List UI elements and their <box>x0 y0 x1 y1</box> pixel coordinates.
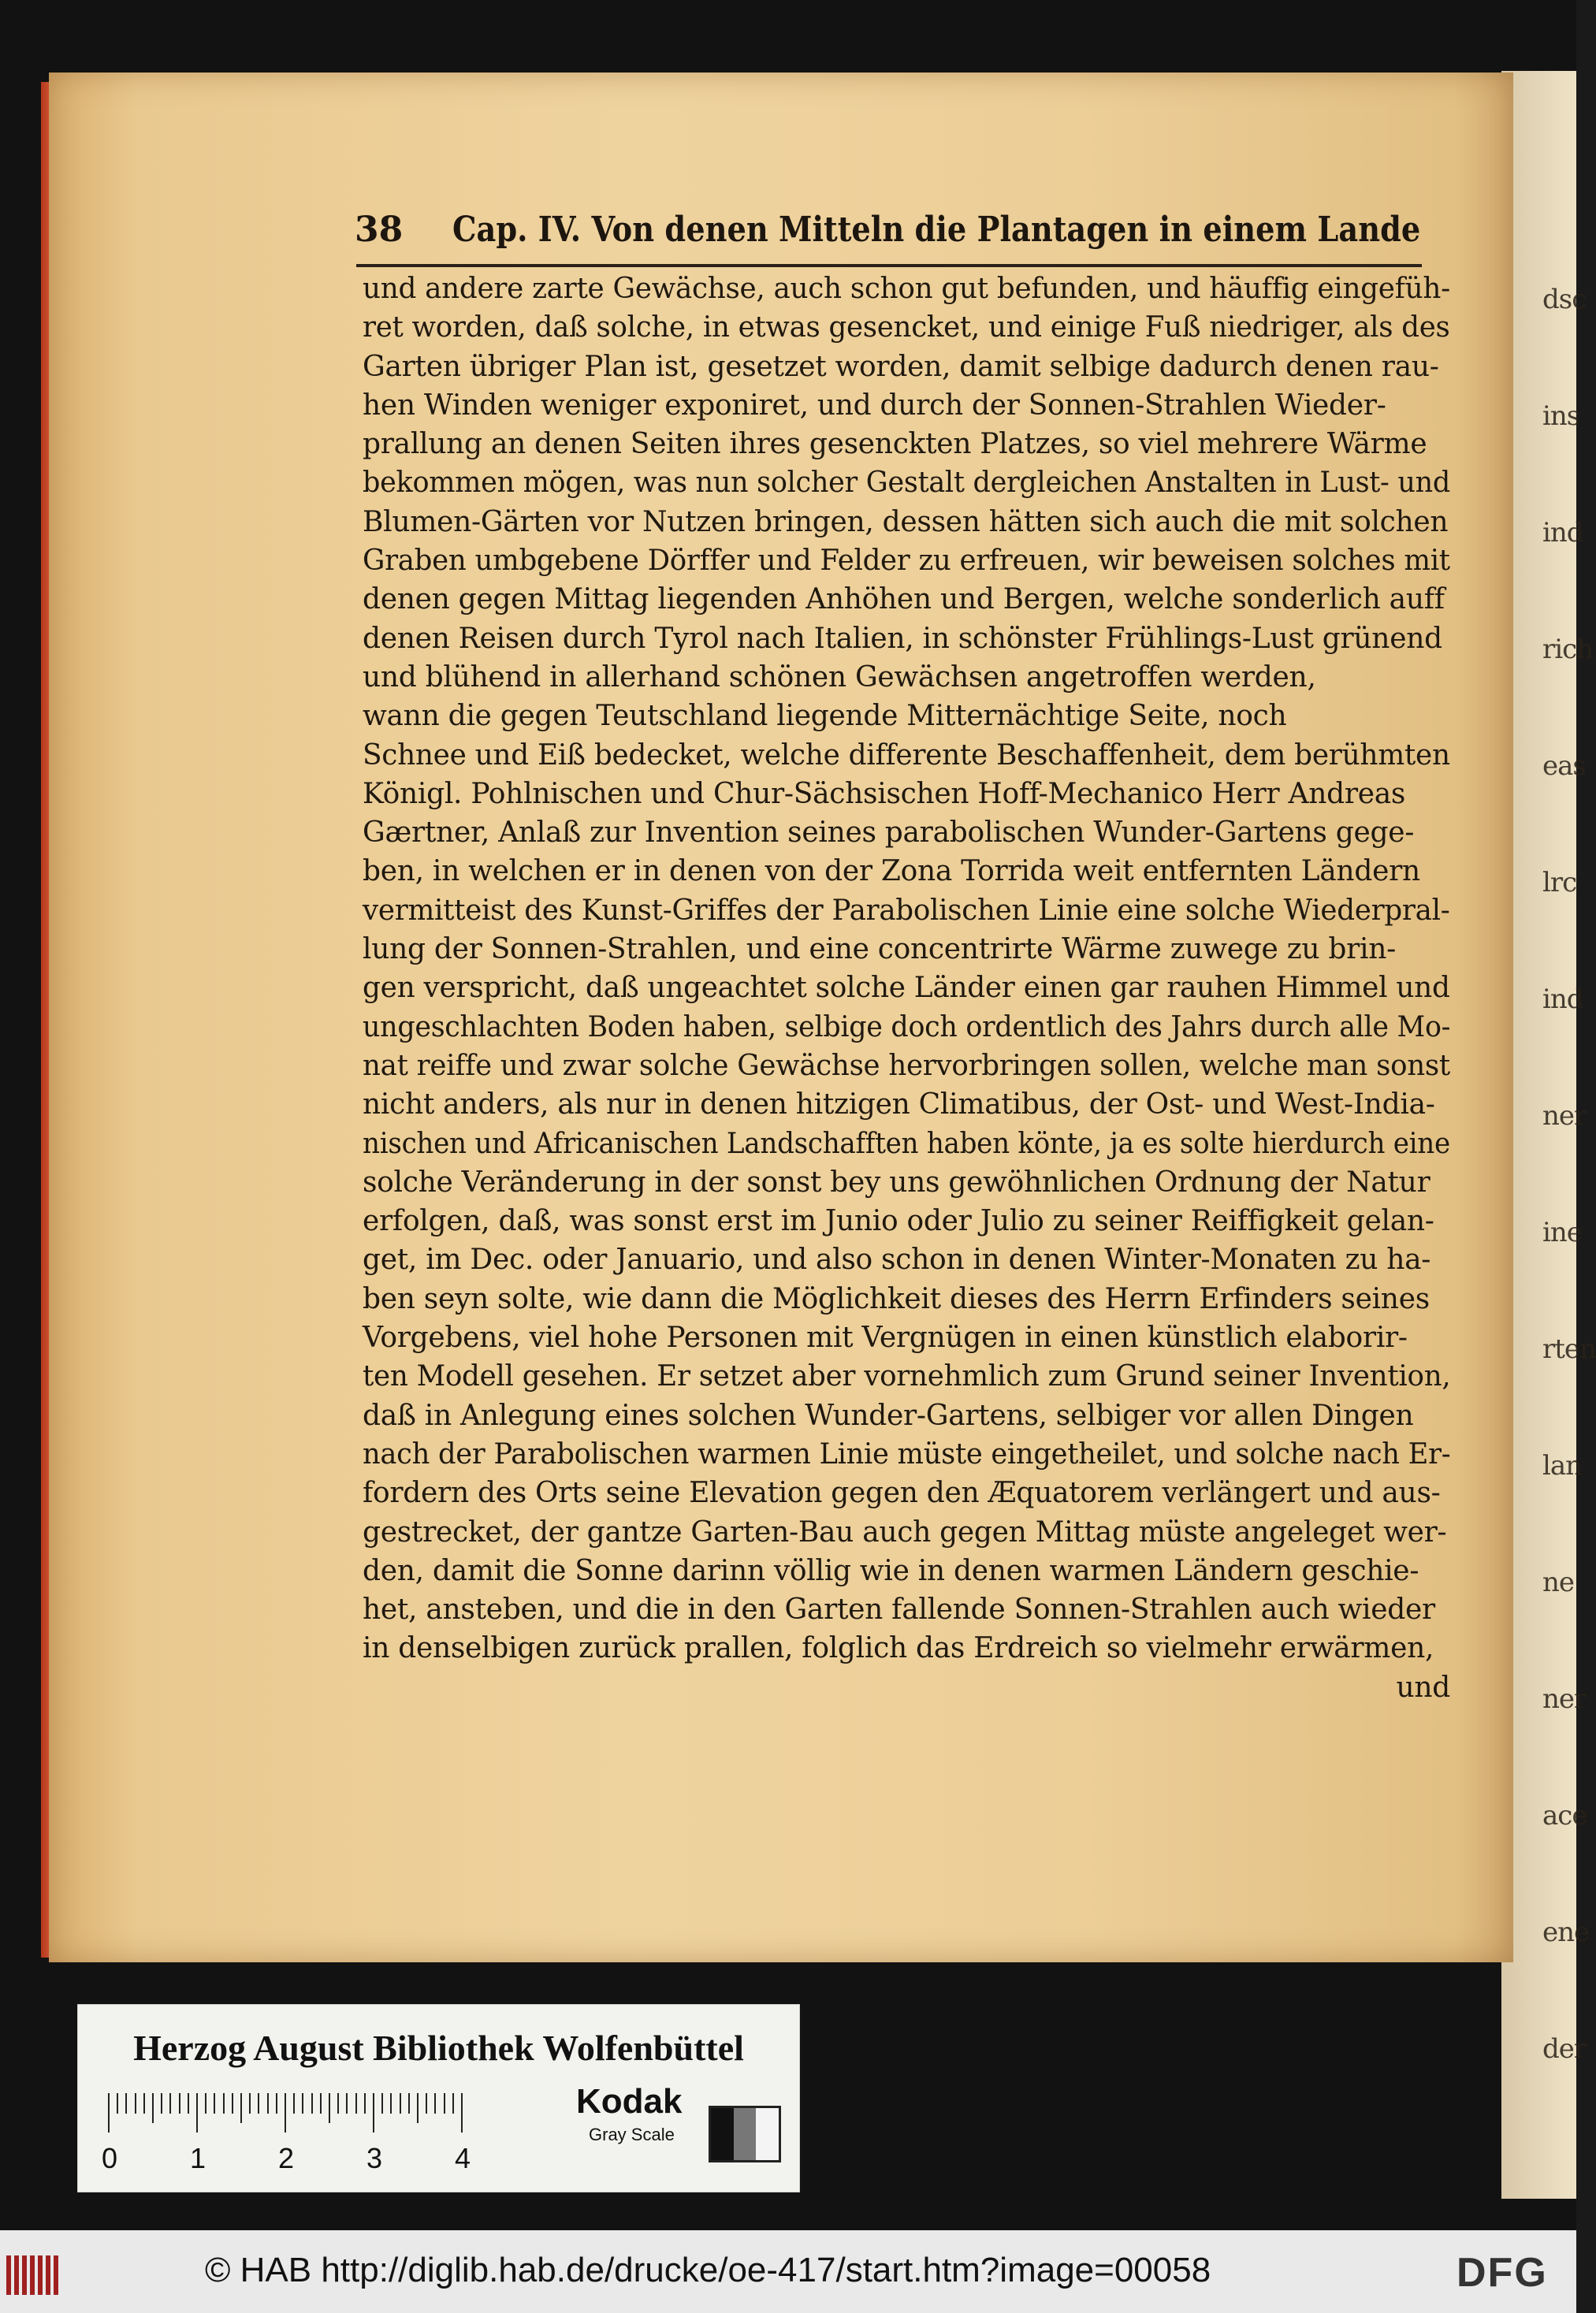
ruler-tick <box>161 2093 162 2114</box>
text-line: Vorgebens, viel hohe Personen mit Vergnügen in einen künstlich elaborir- <box>363 1322 1408 1355</box>
ruler-tick <box>355 2093 357 2114</box>
ruler-tick <box>143 2093 145 2114</box>
ruler-tick <box>346 2093 348 2114</box>
ruler-tick <box>373 2093 374 2133</box>
text-line: gen verspricht, daß ungeachtet solche Länder einen gar rauhen Himmel und <box>363 972 1450 1005</box>
facing-page-fragment: ner <box>1542 1100 1587 1132</box>
text-line: und andere zarte Gewächse, auch schon gut befunden, und häuffig eingefüh- <box>363 273 1450 305</box>
page-number: 38 <box>355 210 404 250</box>
ruler-tick <box>452 2093 454 2114</box>
ruler-tick <box>214 2093 215 2114</box>
text-line: Gærtner, Anlaß zur Invention seines parabolischen Wunder-Gartens gege- <box>363 816 1415 850</box>
ruler-scale <box>102 2093 549 2174</box>
text-line: in denselbigen zurück prallen, folglich das Erdreich so vielmehr erwärmen, <box>363 1632 1434 1665</box>
ruler-tick <box>267 2093 269 2114</box>
gray-patches <box>709 2106 781 2162</box>
facing-page-fragment: ne <box>1542 1567 1575 1598</box>
facing-page-fragment: lan <box>1542 1450 1583 1482</box>
page-header <box>355 210 1420 257</box>
text-line: daß in Anlegung eines solchen Wunder-Gartens, selbiger vor allen Dingen <box>363 1399 1414 1432</box>
ruler-tick <box>417 2093 419 2123</box>
facing-page-fragment: lrc <box>1542 867 1577 898</box>
ruler-tick <box>390 2093 392 2114</box>
ruler-tick <box>285 2093 286 2133</box>
ruler-tick <box>337 2093 339 2114</box>
facing-page-fragment: eas <box>1542 750 1586 782</box>
text-line: het, ansteben, und die in den Garten fallende Sonnen-Strahlen auch wieder <box>363 1593 1435 1627</box>
header-rule <box>356 264 1422 267</box>
ruler-tick <box>320 2093 322 2114</box>
text-line: ten Modell gesehen. Er setzet aber vornehmlich zum Grund seiner Invention, <box>363 1360 1451 1393</box>
body-text <box>363 270 1450 1707</box>
ruler-tick <box>258 2093 259 2114</box>
ruler-tick <box>135 2093 136 2114</box>
running-title: Cap. IV. Von denen Mitteln die Plantagen in einem Lande <box>452 210 1421 250</box>
facing-page-fragment: ene <box>1542 1917 1590 1948</box>
ruler-tick <box>400 2093 401 2114</box>
text-line: nicht anders, als nur in denen hitzigen Climatibus, der Ost- und West-India- <box>363 1088 1435 1121</box>
text-line: nat reiffe und zwar solche Gewächse hervorbringen sollen, welche man sonst <box>363 1049 1450 1082</box>
text-line: Garten übriger Plan ist, gesetzet worden, damit selbige dadurch denen rau- <box>363 350 1439 383</box>
institution-name: Herzog August Bibliothek Wolfenbüttel <box>133 2028 744 2068</box>
kodak-brand: Kodak <box>576 2082 683 2121</box>
ruler-number: 1 <box>190 2142 206 2174</box>
facing-page-fragment: ace <box>1542 1800 1587 1831</box>
footer-bar <box>0 2230 1576 2313</box>
ruler-tick <box>408 2093 410 2114</box>
ruler-number: 3 <box>366 2142 383 2174</box>
reference-card <box>77 2004 800 2192</box>
ruler-tick <box>196 2093 198 2133</box>
text-line: vermitteist des Kunst-Griffes der Parabolischen Linie eine solche Wiederpral- <box>363 894 1450 927</box>
grayscale-label: Gray Scale <box>589 2125 675 2144</box>
text-line: denen Reisen durch Tyrol nach Italien, in schönster Frühlings-Lust grünend <box>363 622 1442 655</box>
text-line: Schnee und Eiß bedecket, welche differente Beschaffenheit, dem berühmten <box>363 738 1450 772</box>
facing-page-fragment: rich <box>1542 634 1594 665</box>
dfg-logo: DFG <box>1456 2250 1548 2296</box>
text-line: prallung an denen Seiten ihres gesenckten Platzes, so viel mehrere Wärme <box>363 428 1427 461</box>
text-line: ungeschlachten Boden haben, selbige doch ordentlich des Jahrs durch alle Mo- <box>363 1010 1451 1043</box>
ruler-tick <box>329 2093 330 2123</box>
text-line: erfolgen, daß, was sonst erst im Junio oder Julio zu seiner Reiffigkeit gelan- <box>363 1205 1434 1238</box>
text-line: solche Veränderung in der sonst bey uns gewöhnlichen Ordnung der Natur <box>363 1166 1430 1199</box>
ruler-tick <box>311 2093 313 2114</box>
text-line: ret worden, daß solche, in etwas gesencket, und einige Fuß niedriger, als des <box>363 311 1450 344</box>
ruler-tick <box>364 2093 366 2114</box>
ruler-tick <box>240 2093 242 2123</box>
ruler-tick <box>276 2093 277 2114</box>
facing-page-fragment: ins <box>1542 400 1580 432</box>
text-line: nischen und Africanischen Landschafften haben könte, ja es solte hierdurch eine <box>363 1127 1450 1160</box>
facing-page-fragment: ner <box>1542 1683 1587 1715</box>
text-line: Graben umbgebene Dörffer und Felder zu erfreuen, wir beweisen solches mit <box>363 545 1450 578</box>
text-line: wann die gegen Teutschland liegende Mitternächtige Seite, noch <box>363 700 1287 733</box>
hab-logo-icon <box>6 2255 61 2295</box>
catchword: und <box>1396 1671 1450 1704</box>
ruler-tick <box>426 2093 427 2114</box>
facing-page-fragment: ine <box>1542 1217 1582 1248</box>
text-line: denen gegen Mittag liegenden Anhöhen und Bergen, welche sonderlich auff <box>363 583 1445 616</box>
ruler-number: 4 <box>455 2142 471 2174</box>
text-line: fordern des Orts seine Elevation gegen den Æquatorem verlängert und aus- <box>363 1477 1441 1510</box>
ruler-tick <box>381 2093 383 2114</box>
ruler-tick <box>293 2093 295 2114</box>
ruler-number: 0 <box>102 2142 118 2174</box>
text-line: hen Winden weniger exponiret, und durch der Sonnen-Strahlen Wieder- <box>363 389 1386 422</box>
facing-page-fragment: ind <box>1542 984 1583 1015</box>
ruler-tick <box>169 2093 171 2114</box>
text-line: und blühend in allerhand schönen Gewächsen angetroffen werden, <box>363 660 1316 694</box>
facing-page-fragment: rten <box>1542 1333 1596 1365</box>
ruler-tick <box>205 2093 206 2114</box>
ruler-tick <box>223 2093 225 2114</box>
facing-page-fragment: dsc <box>1542 284 1587 315</box>
ruler-tick <box>152 2093 154 2123</box>
text-line: den, damit die Sonne darinn völlig wie in denen warmen Ländern geschie- <box>363 1554 1419 1587</box>
text-line: Königl. Pohlnischen und Chur-Sächsischen Hoff-Mechanico Herr Andreas <box>363 777 1406 810</box>
ruler-tick <box>125 2093 127 2114</box>
ruler-tick <box>179 2093 180 2114</box>
ruler-tick <box>444 2093 445 2114</box>
text-line: bekommen mögen, was nun solcher Gestalt dergleichen Anstalten in Lust- und <box>363 467 1451 500</box>
text-line: gestrecket, der gantze Garten-Bau auch gegen Mittag müste angeleget wer- <box>363 1515 1447 1549</box>
text-line: get, im Dec. oder Januario, und also schon in denen Winter-Monaten zu ha- <box>363 1244 1431 1277</box>
facing-page-fragment: der <box>1542 2033 1587 2065</box>
ruler-tick <box>434 2093 436 2114</box>
ruler-tick <box>188 2093 189 2114</box>
ruler-tick <box>108 2093 110 2133</box>
text-line: nach der Parabolischen warmen Linie müste eingetheilet, und solche nach Er- <box>363 1437 1451 1471</box>
source-link[interactable]: © HAB http://diglib.hab.de/drucke/oe-417/start.htm?image=00058 <box>205 2251 1211 2289</box>
ruler-tick <box>249 2093 251 2114</box>
ruler-tick <box>232 2093 233 2114</box>
ruler-tick <box>461 2093 463 2133</box>
ruler-tick <box>117 2093 118 2114</box>
ruler-tick <box>302 2093 303 2114</box>
ruler-number: 2 <box>278 2142 295 2174</box>
text-line: ben seyn solte, wie dann die Möglichkeit dieses des Herrn Erfinders seines <box>363 1282 1430 1315</box>
facing-page-fragment: ind <box>1542 517 1583 549</box>
text-line: Blumen-Gärten vor Nutzen bringen, dessen hätten sich auch die mit solchen <box>363 505 1449 538</box>
text-line: ben, in welchen er in denen von der Zona Torrida weit entfernten Ländern <box>363 855 1420 888</box>
text-line: lung der Sonnen-Strahlen, und eine concentrirte Wärme zuwege zu brin- <box>363 933 1397 966</box>
